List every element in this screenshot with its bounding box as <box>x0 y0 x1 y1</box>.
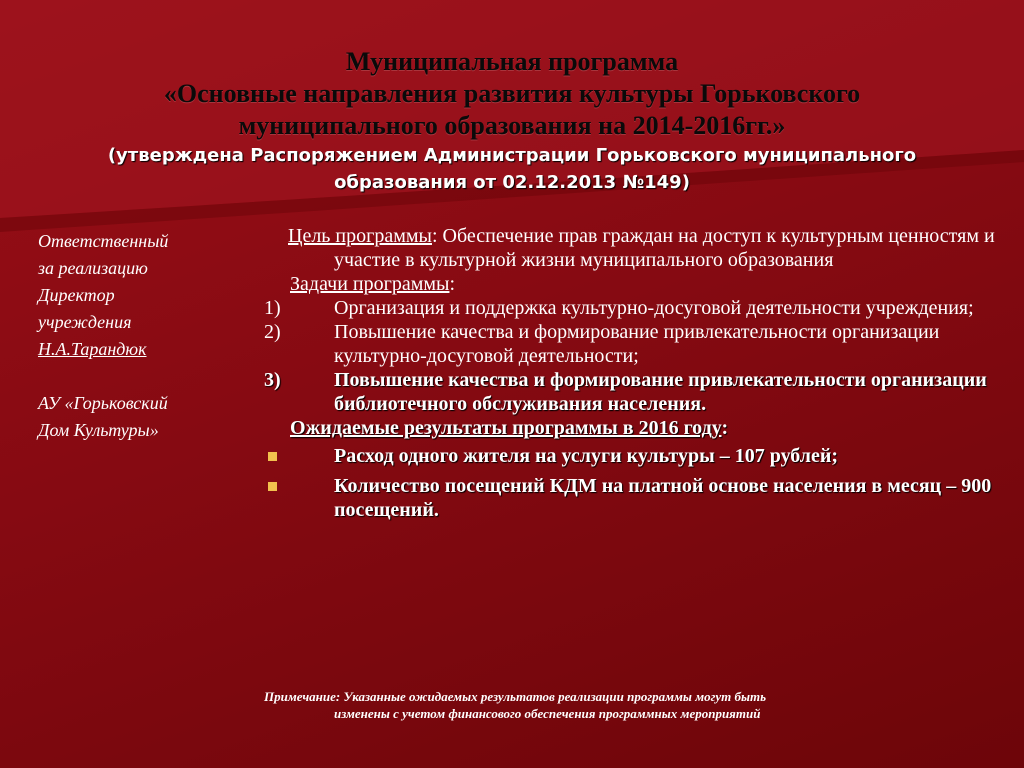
square-bullet-icon <box>268 452 277 461</box>
square-bullet-icon <box>268 482 277 491</box>
task-item <box>262 320 1002 368</box>
goal-label: Цель программы <box>288 225 432 247</box>
director-name: Н.А.Тарандюк <box>38 339 147 359</box>
sidebar-line: АУ «Горьковский <box>38 393 168 413</box>
tasks-label: Задачи программы <box>290 273 450 295</box>
result-item <box>262 444 1002 468</box>
tasks-heading <box>262 272 1002 296</box>
task-text: Организация и поддержка культурно-досуговой деятельности учреждения; <box>334 297 974 319</box>
goal-colon: : <box>431 225 438 247</box>
results-heading <box>262 416 1002 440</box>
title-line-3: муниципального образования на 2014-2016гг.» <box>238 111 786 140</box>
approval-line-2: образования от 02.12.2013 №149) <box>334 172 690 193</box>
result-text: Количество посещений КДМ на платной основе населения в месяц – 900 посещений. <box>334 475 992 521</box>
results-colon: : <box>721 417 729 439</box>
title-line-2: «Основные направления развития культуры Горьковского <box>163 79 861 108</box>
task-number: 3) <box>264 369 281 391</box>
footnote-line-2: изменены с учетом финансового обеспечения программных мероприятий <box>334 706 761 721</box>
task-number: 1) <box>264 297 281 319</box>
goal-paragraph <box>262 224 1002 272</box>
sidebar-line: Ответственный <box>38 231 169 251</box>
task-item <box>262 368 1002 416</box>
slide-title <box>40 46 984 196</box>
tasks-colon: : <box>449 273 456 295</box>
approval-line-1: (утверждена Распоряжением Администрации Горьковского муниципального <box>107 145 917 166</box>
task-item <box>262 296 1002 320</box>
result-item <box>262 474 1002 522</box>
sidebar-line: Директор <box>38 285 115 305</box>
footnote <box>264 688 984 722</box>
results-label: Ожидаемые результаты программы в 2016 году <box>290 417 722 439</box>
task-text: Повышение качества и формирование привлекательности организации культурно-досуговой деятельности; <box>334 321 940 367</box>
task-text: Повышение качества и формирование привлекательности организации библиотечного обслуживания населения. <box>334 369 987 415</box>
title-line-1: Муниципальная программа <box>345 47 679 76</box>
responsible-sidebar <box>38 228 238 444</box>
task-number: 2) <box>264 321 281 343</box>
goal-text: Обеспечение прав граждан на доступ к культурным ценностям и участие в культурной жизни муниципального образования <box>334 225 995 271</box>
footnote-line-1: Примечание: Указанные ожидаемых результатов реализации программы могут быть <box>264 689 767 704</box>
program-content <box>262 224 1002 522</box>
result-text: Расход одного жителя на услуги культуры – 107 рублей; <box>334 445 839 467</box>
sidebar-line: за реализацию <box>38 258 148 278</box>
sidebar-line: учреждения <box>38 312 132 332</box>
sidebar-line: Дом Культуры» <box>38 420 159 440</box>
